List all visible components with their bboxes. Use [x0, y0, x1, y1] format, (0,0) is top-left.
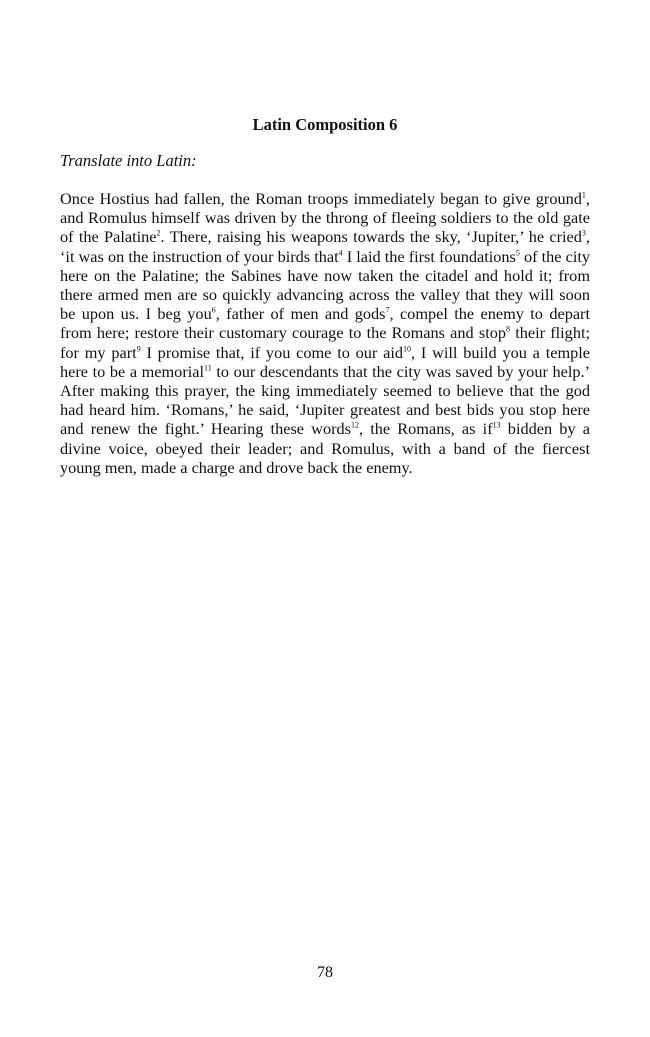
footnote-marker: 9: [136, 344, 141, 354]
footnote-marker: 4: [338, 248, 343, 258]
passage-text-segment: their flight; for my part: [60, 323, 591, 362]
passage-paragraph: [60, 189, 590, 477]
passage-text-segment: of the city here on the Palatine; the Sabines have now taken the citadel and hold it; from there armed men are so quickly advancing across the valley that they will soon be upon us. I beg you: [60, 246, 591, 324]
instruction-text: Translate into Latin:: [60, 151, 197, 170]
footnote-marker: 7: [385, 305, 390, 315]
page-number: 78: [317, 964, 333, 981]
passage-text-segment: , ‘it was on the instruction of your birds that: [60, 227, 590, 266]
footnote-marker: 1: [581, 190, 586, 200]
footnote-marker: 5: [515, 248, 520, 258]
passage-text-segment: I promise that, if you come to our aid: [140, 342, 404, 362]
footnote-marker: 13: [492, 421, 501, 431]
passage-text-segment: I laid the first foundations: [342, 246, 516, 266]
passage-text-segment: bidden by a divine voice, obeyed their leader; and Romulus, with a band of the fiercest young men, made a charge and drove back the enemy.: [60, 419, 590, 477]
passage-text-segment: , and Romulus himself was driven by the throng of fleeing soldiers to the old gate of the Palatine: [60, 189, 590, 247]
passage-text-segment: to our descendants that the city was saved by your help.’ After making this prayer, the king immediately seemed to believe that the god had heard him. ‘Romans,’ he said, ‘Jupiter greatest and best bids you stop here and renew the fight.’ Hearing these words: [60, 361, 591, 439]
footnote-marker: 11: [204, 363, 212, 373]
footnote-marker: 6: [211, 305, 216, 315]
footnote-marker: 12: [350, 421, 359, 431]
footnote-marker: 8: [506, 325, 511, 334]
passage-text-segment: , compel the enemy to depart from here; restore their customary courage to the Romans and stop: [60, 304, 591, 343]
passage-text-segment: , I will build you a temple here to be a memorial: [60, 342, 591, 381]
passage-text-segment: , the Romans, as if: [358, 419, 493, 439]
footnote-marker: 10: [403, 344, 412, 354]
passage-text-segment: , father of men and gods: [215, 304, 386, 324]
page-title: Latin Composition 6: [252, 115, 398, 134]
footnote-marker: 3: [581, 228, 586, 238]
passage-text-segment: Once Hostius had fallen, the Roman troops immediately began to give ground: [60, 189, 582, 208]
passage-text-segment: . There, raising his weapons towards the sky, ‘Jupiter,’ he cried: [160, 227, 582, 247]
footnote-marker: 2: [156, 228, 161, 238]
